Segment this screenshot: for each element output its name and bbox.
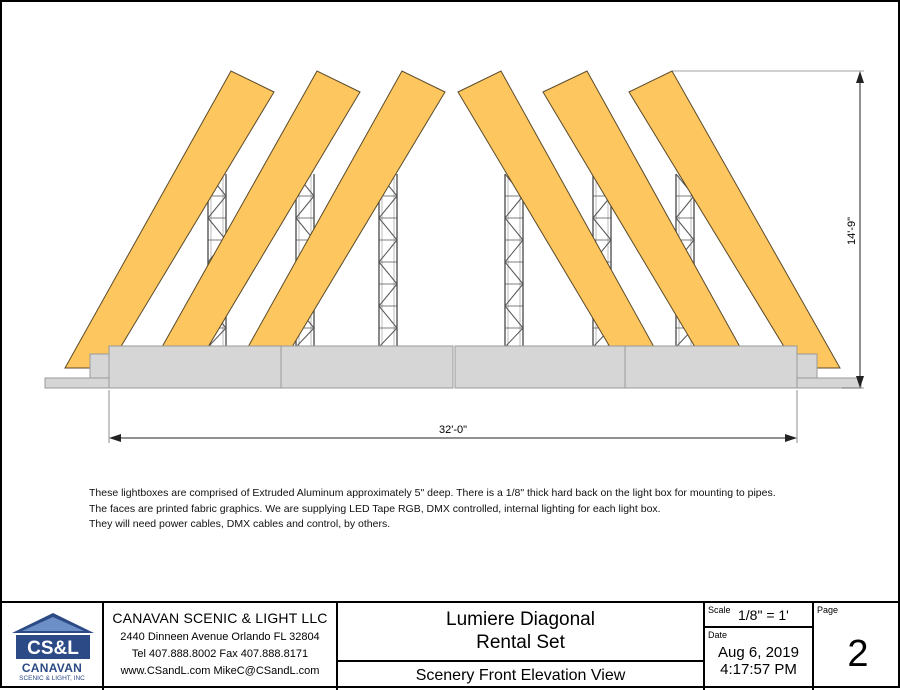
company-info <box>104 603 338 690</box>
title-line-2: Rental Set <box>476 632 565 653</box>
company-phone: Tel 407.888.8002 Fax 407.888.8171 <box>131 648 309 660</box>
arrowhead-icon <box>785 434 797 442</box>
title-line-1: Lumiere Diagonal <box>446 609 595 630</box>
base-segment <box>455 346 625 388</box>
base-step-left <box>45 378 109 388</box>
logo <box>2 603 104 690</box>
note-line: These lightboxes are comprised of Extruded Aluminum approximately 5" deep. There is a 1/8" thick hard back on the light box for mounting to pipes. <box>89 487 776 499</box>
scale-value: 1/8" = 1' <box>738 607 789 623</box>
arrowhead-icon <box>856 71 864 83</box>
scale-label: Scale <box>708 605 731 615</box>
date-field <box>705 628 814 690</box>
width-dimension-label: 32'-0" <box>438 424 468 436</box>
page-number: 2 <box>847 633 869 675</box>
base-riser-left <box>90 354 110 378</box>
svg-text:CS&L: CS&L <box>27 638 79 659</box>
base-riser-right <box>797 354 817 378</box>
view-subtitle: Scenery Front Elevation View <box>338 660 703 690</box>
company-logo-icon <box>8 609 98 661</box>
truss-column <box>379 174 397 347</box>
note-line: The faces are printed fabric graphics. We are supplying LED Tape RGB, DMX controlled, internal lighting for each light box. <box>89 502 661 515</box>
truss-column <box>505 174 523 347</box>
height-dimension-label: 14'-9" <box>846 216 858 246</box>
page-field <box>814 603 900 690</box>
drawing-title <box>338 603 705 690</box>
base-step-right <box>797 378 861 388</box>
base-segment <box>109 346 281 388</box>
logo-subtitle: SCENIC & LIGHT, INC <box>19 675 85 682</box>
note-line: They will need power cables, DMX cables and control, by others. <box>89 518 391 530</box>
date-label: Date <box>708 630 728 640</box>
company-address: 2440 Dinneen Avenue Orlando FL 32804 <box>120 631 320 643</box>
date-value: Aug 6, 2019 <box>718 644 799 661</box>
base-segment <box>625 346 797 388</box>
page-label: Page <box>817 605 839 615</box>
base-platform <box>45 346 861 388</box>
notes-block <box>89 486 869 533</box>
company-name: CANAVAN SCENIC & LIGHT LLC <box>112 610 328 626</box>
lightbox-panels <box>65 71 840 368</box>
base-segment <box>281 346 453 388</box>
scale-field <box>705 603 814 628</box>
arrowhead-icon <box>109 434 121 442</box>
company-web: www.CSandL.com MikeC@CSandL.com <box>120 665 320 677</box>
logo-name: CANAVAN <box>21 661 83 675</box>
time-value: 4:17:57 PM <box>720 661 797 678</box>
title-block <box>2 601 900 690</box>
